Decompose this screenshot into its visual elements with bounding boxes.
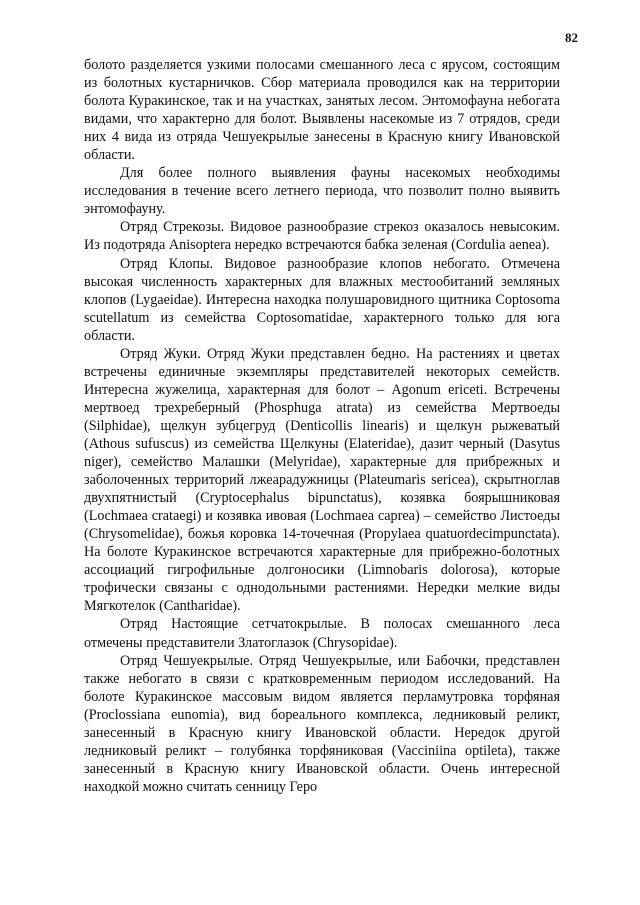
page-number: 82	[565, 30, 578, 45]
paragraph-beetles: Отряд Жуки. Отряд Жуки представлен бедно. На растениях и цветах встречены единичные экземпляры представителей некоторых семейств. Интересна жужелица, характерная для болот – Agonum ericeti. Встречены мертвоед трехреберный (Phosphuga atrata) из семейства Мертвоеды (Silphidae), щелкун зубцегруд (Denticollis linearis) и щелкун рыжеватый (Athous sufuscus) из семейства Щелкуны (Elateridae), дазит черный (Dasytus niger), семейство Малашки (Melyridae), характерные для прибрежных и заболоченных территорий лжеарадужницы (Plateumaris sericea), скрытноглав двухпятнистый (Cryptocephalus bipunctatus), козявка боярышниковая (Lochmaea crataegi) и козявка ивовая (Lochmaea caprea) – семейство Листоеды (Chrysomelidae), божья коровка 14-точечная (Propylaea quatuordecimpunctata). На болоте Куракинское встречаются характерные для прибрежно-болотных ассоциаций гигрофильные долгоносики (Limnobaris dolorosa), которые трофически связаны с однодольными растениями. Нередки мелкие виды Мягкотелок (Cantharidae).	[84, 345, 560, 615]
paragraph-bugs: Отряд Клопы. Видовое разнообразие клопов небогато. Отмечена высокая численность характерных для влажных местообитаний земляных клопов (Lygaeidae). Интересна находка полушаровидного щитника Coptosoma scutellatum из семейства Coptosomatidae, характерного только для юга области.	[84, 255, 560, 344]
paragraph-research-note: Для более полного выявления фауны насекомых необходимы исследования в течение всего летнего периода, что позволит полно выявить энтомофауну.	[84, 165, 560, 218]
paragraph-lacewings: Отряд Настоящие сетчатокрылые. В полосах смешанного леса отмечены представители Златоглазок (Chrysopidae).	[84, 616, 560, 651]
body-text	[84, 56, 560, 796]
paragraph-butterflies: Отряд Чешуекрылые. Отряд Чешуекрылые, или Бабочки, представлен также небогато в связи с кратковременным периодом исследований. На болоте Куракинское массовым видом является перламутровка торфяная (Proclossiana eunomia), вид бореального комплекса, ледниковый реликт, занесенный в Красную книгу Ивановской области. Нередок другой ледниковый реликт – голубянка торфяниковая (Vacciniina optileta), также занесенный в Красную книгу Ивановской области. Очень интересной находкой можно считать сенницу Геро	[84, 652, 560, 795]
paragraph-dragonflies: Отряд Стрекозы. Видовое разнообразие стрекоз оказалось невысоким. Из подотряда Anisoptera нередко встречаются бабка зеленая (Cordulia aenea).	[84, 219, 560, 254]
paragraph-continuation: болото разделяется узкими полосами смешанного леса с ярусом, состоящим из болотных кустарничков. Сбор материала проводился как на территории болота Куракинское, так и на участках, занятых лесом. Энтомофауна небогата видами, что характерно для болот. Выявлены насекомые из 7 отрядов, среди них 4 вида из отряда Чешуекрылые занесены в Красную книгу Ивановской области.	[84, 57, 560, 164]
